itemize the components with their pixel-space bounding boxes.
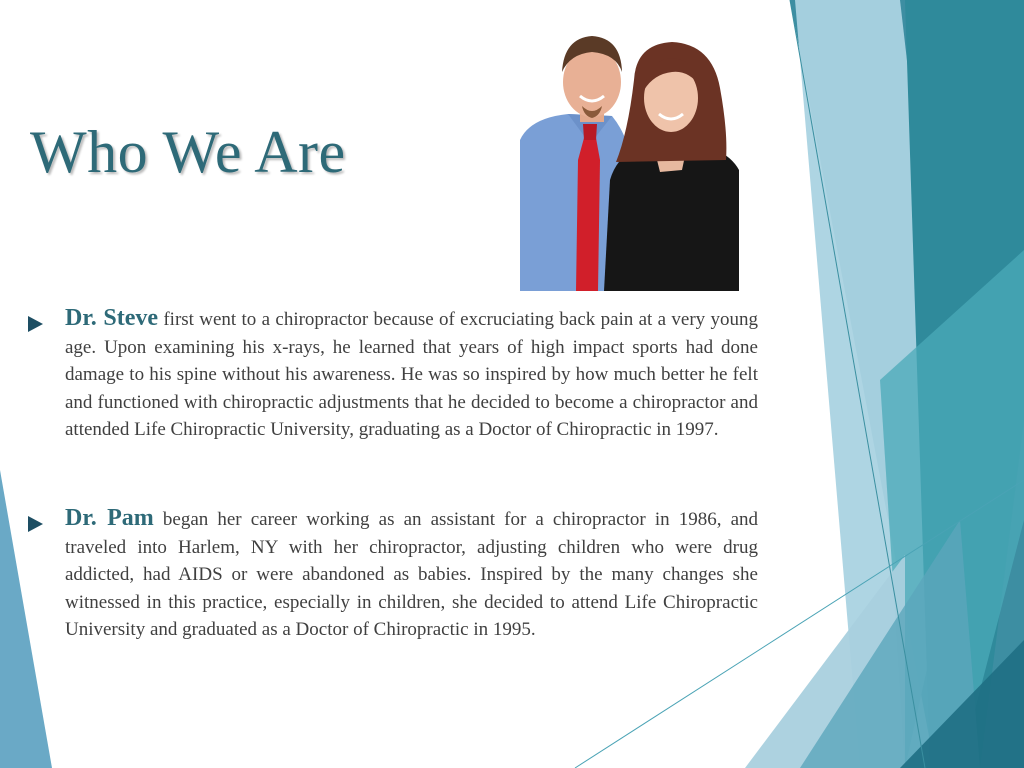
bullet-name-dr-pam: Dr. Pam bbox=[65, 505, 154, 531]
bullet-text-dr-steve bbox=[65, 305, 758, 444]
slide-title: Who We Are bbox=[30, 119, 346, 185]
triangle-right-icon bbox=[28, 316, 43, 332]
bullet-text-dr-pam bbox=[65, 505, 758, 644]
bullet-dr-steve bbox=[28, 305, 758, 444]
bullet-body-dr-pam: began her career working as an assistant for a chiropractor in 1986, and traveled into Harlem, NY with her chiropractor, adjusting children who were drug addicted, had AIDS or were abandoned as babies. Inspired by the many changes she witnessed in this practice, especially in children, she decided to attend Life Chiropractic University and graduated as a Doctor of Chiropractic in 1995. bbox=[65, 509, 759, 640]
bullet-body-dr-steve: first went to a chiropractor because of excruciating back pain at a very young age. Upon examining his x-rays, he learned that years of high impact sports had done damage to his spine without his awareness. He was so inspired by how much better he felt and functioned with chiropractic adjustments that he decided to become a chiropractor and attended Life Chiropractic University, graduating as a Doctor of Chiropractic in 1997. bbox=[65, 309, 758, 440]
bullet-dr-pam bbox=[28, 505, 758, 644]
triangle-right-icon bbox=[28, 516, 43, 532]
man-tie bbox=[576, 138, 600, 291]
doctors-photo bbox=[520, 20, 739, 291]
bullet-name-dr-steve: Dr. Steve bbox=[65, 305, 159, 331]
